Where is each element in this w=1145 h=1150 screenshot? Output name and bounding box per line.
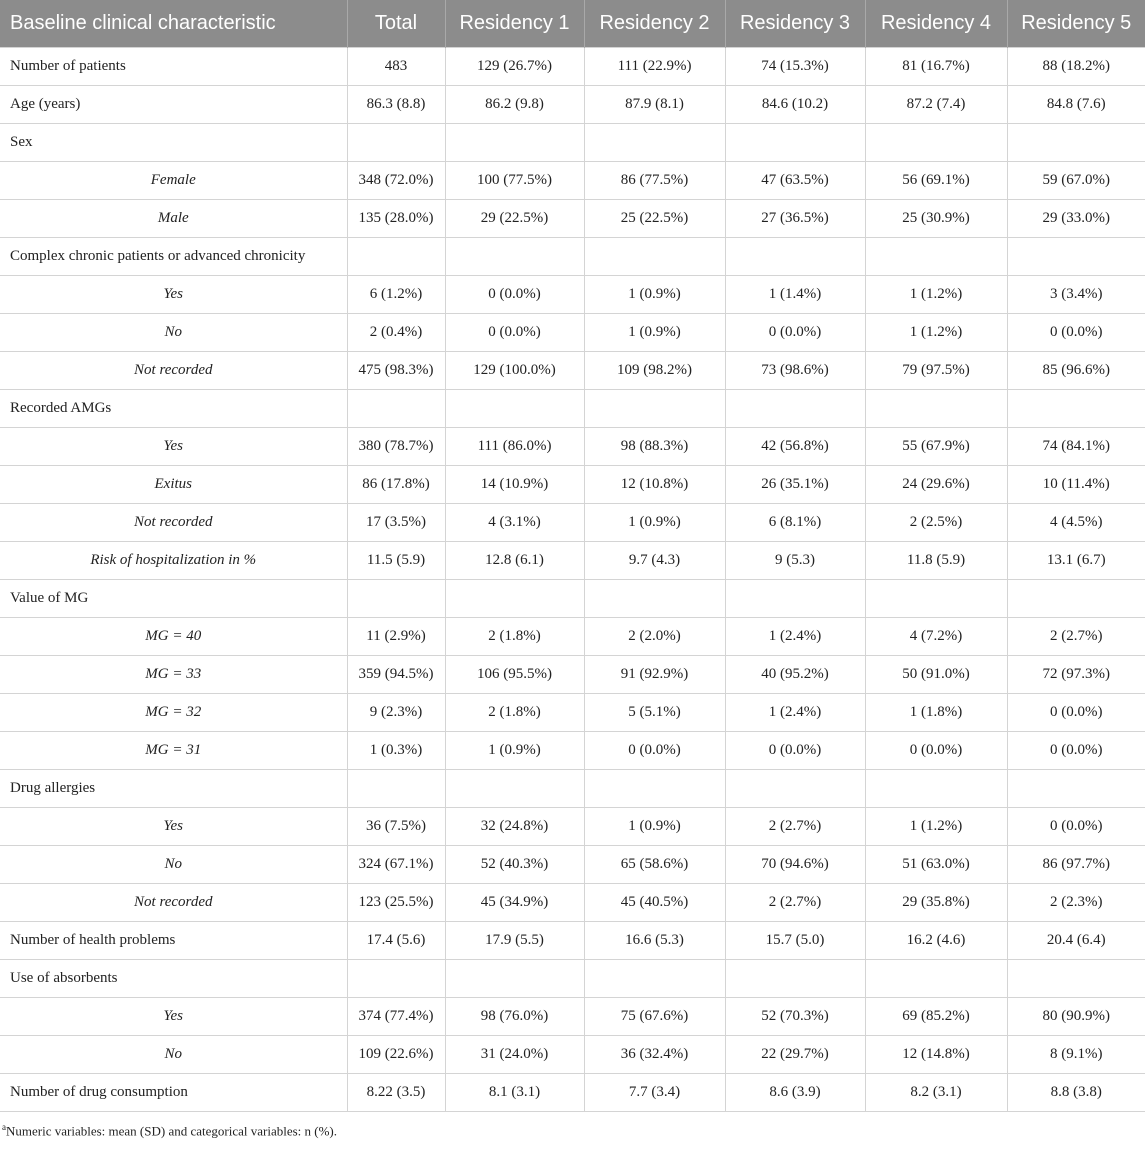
table-row (0, 808, 1145, 846)
table-cell: 24 (29.6%) (865, 466, 1007, 504)
row-label: Number of health problems (0, 922, 347, 960)
table-cell (445, 390, 584, 428)
table-cell: 2 (2.7%) (1007, 618, 1145, 656)
table-row (0, 998, 1145, 1036)
table-cell (725, 390, 865, 428)
table-body (0, 48, 1145, 1112)
table-cell (347, 960, 445, 998)
table-cell: 129 (100.0%) (445, 352, 584, 390)
table-cell: 1 (0.3%) (347, 732, 445, 770)
table-cell: 17.9 (5.5) (445, 922, 584, 960)
table-cell: 9 (2.3%) (347, 694, 445, 732)
table-cell: 2 (2.5%) (865, 504, 1007, 542)
table-cell (1007, 238, 1145, 276)
table-cell: 65 (58.6%) (584, 846, 725, 884)
table-cell: 73 (98.6%) (725, 352, 865, 390)
table-cell: 45 (34.9%) (445, 884, 584, 922)
table-cell: 15.7 (5.0) (725, 922, 865, 960)
table-cell (445, 124, 584, 162)
footnote-marker: a (2, 1122, 6, 1132)
table-cell: 12 (10.8%) (584, 466, 725, 504)
table-cell: 2 (1.8%) (445, 694, 584, 732)
table-cell: 86 (17.8%) (347, 466, 445, 504)
table-cell: 7.7 (3.4) (584, 1074, 725, 1112)
row-label: Recorded AMGs (0, 390, 347, 428)
table-cell: 80 (90.9%) (1007, 998, 1145, 1036)
table-cell: 74 (84.1%) (1007, 428, 1145, 466)
table-cell: 123 (25.5%) (347, 884, 445, 922)
table-row (0, 656, 1145, 694)
table-cell: 0 (0.0%) (445, 276, 584, 314)
table-cell: 87.2 (7.4) (865, 86, 1007, 124)
table-cell: 483 (347, 48, 445, 86)
table-cell: 79 (97.5%) (865, 352, 1007, 390)
table-cell: 25 (30.9%) (865, 200, 1007, 238)
table-cell: 109 (22.6%) (347, 1036, 445, 1074)
table-cell: 324 (67.1%) (347, 846, 445, 884)
table-cell: 14 (10.9%) (445, 466, 584, 504)
table-cell (725, 770, 865, 808)
table-cell: 1 (1.2%) (865, 276, 1007, 314)
table-cell: 1 (0.9%) (584, 504, 725, 542)
table-cell: 55 (67.9%) (865, 428, 1007, 466)
table-cell: 22 (29.7%) (725, 1036, 865, 1074)
table-cell: 5 (5.1%) (584, 694, 725, 732)
column-header-residency-5: Residency 5 (1007, 0, 1145, 48)
table-cell: 51 (63.0%) (865, 846, 1007, 884)
table-cell (445, 960, 584, 998)
table-cell (1007, 390, 1145, 428)
row-label: Yes (0, 998, 347, 1036)
row-label: MG = 40 (0, 618, 347, 656)
table-cell (1007, 960, 1145, 998)
table-cell: 13.1 (6.7) (1007, 542, 1145, 580)
table-cell: 6 (8.1%) (725, 504, 865, 542)
table-row (0, 428, 1145, 466)
row-label: Exitus (0, 466, 347, 504)
table-cell: 8.6 (3.9) (725, 1074, 865, 1112)
table-cell: 11.5 (5.9) (347, 542, 445, 580)
row-label: Risk of hospitalization in % (0, 542, 347, 580)
table-cell: 129 (26.7%) (445, 48, 584, 86)
table-cell: 1 (1.8%) (865, 694, 1007, 732)
table-row (0, 314, 1145, 352)
table-cell: 70 (94.6%) (725, 846, 865, 884)
table-cell: 1 (1.2%) (865, 808, 1007, 846)
table-cell (584, 770, 725, 808)
table-cell: 1 (2.4%) (725, 694, 865, 732)
table-cell (865, 960, 1007, 998)
row-label: Value of MG (0, 580, 347, 618)
column-header-residency-3: Residency 3 (725, 0, 865, 48)
table-row (0, 1074, 1145, 1112)
footnote-text: Numeric variables: mean (SD) and categorical variables: n (%). (6, 1123, 337, 1139)
table-cell: 2 (2.7%) (725, 884, 865, 922)
table-cell: 0 (0.0%) (1007, 694, 1145, 732)
table-cell: 109 (98.2%) (584, 352, 725, 390)
row-label: Not recorded (0, 352, 347, 390)
table-cell: 1 (2.4%) (725, 618, 865, 656)
row-label: Use of absorbents (0, 960, 347, 998)
table-cell: 0 (0.0%) (1007, 314, 1145, 352)
table-cell (347, 124, 445, 162)
table-cell: 1 (1.2%) (865, 314, 1007, 352)
table-cell: 26 (35.1%) (725, 466, 865, 504)
table-cell: 27 (36.5%) (725, 200, 865, 238)
table-cell: 50 (91.0%) (865, 656, 1007, 694)
table-cell: 20.4 (6.4) (1007, 922, 1145, 960)
table-row (0, 542, 1145, 580)
table-cell: 25 (22.5%) (584, 200, 725, 238)
table-cell: 45 (40.5%) (584, 884, 725, 922)
row-label: No (0, 1036, 347, 1074)
table-cell: 2 (1.8%) (445, 618, 584, 656)
table-cell (865, 238, 1007, 276)
table-cell: 29 (33.0%) (1007, 200, 1145, 238)
table-row (0, 846, 1145, 884)
table-cell: 0 (0.0%) (1007, 808, 1145, 846)
table-cell: 29 (35.8%) (865, 884, 1007, 922)
table-header-row (0, 0, 1145, 48)
table-row (0, 390, 1145, 428)
table-cell: 0 (0.0%) (725, 314, 865, 352)
row-label: No (0, 314, 347, 352)
table-cell (445, 238, 584, 276)
table-cell: 31 (24.0%) (445, 1036, 584, 1074)
table-cell: 2 (2.0%) (584, 618, 725, 656)
table-cell: 8.2 (3.1) (865, 1074, 1007, 1112)
table-cell: 40 (95.2%) (725, 656, 865, 694)
row-label: Age (years) (0, 86, 347, 124)
table-row (0, 960, 1145, 998)
row-label: Number of patients (0, 48, 347, 86)
row-label: Number of drug consumption (0, 1074, 347, 1112)
row-label: MG = 32 (0, 694, 347, 732)
table-cell: 100 (77.5%) (445, 162, 584, 200)
table-cell: 91 (92.9%) (584, 656, 725, 694)
table-cell: 475 (98.3%) (347, 352, 445, 390)
table-cell: 111 (86.0%) (445, 428, 584, 466)
column-header-total: Total (347, 0, 445, 48)
table-cell: 3 (3.4%) (1007, 276, 1145, 314)
table-cell: 72 (97.3%) (1007, 656, 1145, 694)
table-row (0, 1036, 1145, 1074)
table-cell (865, 770, 1007, 808)
table-cell: 88 (18.2%) (1007, 48, 1145, 86)
table-cell: 85 (96.6%) (1007, 352, 1145, 390)
table-cell (584, 580, 725, 618)
table-cell: 84.6 (10.2) (725, 86, 865, 124)
table-cell (584, 390, 725, 428)
table-row (0, 48, 1145, 86)
table-cell (865, 580, 1007, 618)
table-cell (725, 960, 865, 998)
row-label: Yes (0, 276, 347, 314)
table-cell: 348 (72.0%) (347, 162, 445, 200)
table-cell: 98 (88.3%) (584, 428, 725, 466)
table-cell: 81 (16.7%) (865, 48, 1007, 86)
table-cell: 16.2 (4.6) (865, 922, 1007, 960)
table-cell: 0 (0.0%) (865, 732, 1007, 770)
table-cell: 86.3 (8.8) (347, 86, 445, 124)
table-row (0, 86, 1145, 124)
table-cell: 12 (14.8%) (865, 1036, 1007, 1074)
table-row (0, 922, 1145, 960)
table-cell (347, 770, 445, 808)
table-cell (725, 124, 865, 162)
table-cell: 374 (77.4%) (347, 998, 445, 1036)
table-cell (445, 580, 584, 618)
table-cell: 2 (2.3%) (1007, 884, 1145, 922)
column-header-residency-1: Residency 1 (445, 0, 584, 48)
table-cell (725, 580, 865, 618)
table-cell (584, 124, 725, 162)
table-cell: 135 (28.0%) (347, 200, 445, 238)
table-cell: 4 (4.5%) (1007, 504, 1145, 542)
row-label: Yes (0, 428, 347, 466)
row-label: Female (0, 162, 347, 200)
table-cell: 8.1 (3.1) (445, 1074, 584, 1112)
table-cell: 56 (69.1%) (865, 162, 1007, 200)
table-cell: 52 (40.3%) (445, 846, 584, 884)
row-label: Drug allergies (0, 770, 347, 808)
table-cell: 42 (56.8%) (725, 428, 865, 466)
column-header-characteristic: Baseline clinical characteristic (0, 0, 347, 48)
table-cell: 4 (3.1%) (445, 504, 584, 542)
table-cell: 1 (0.9%) (584, 808, 725, 846)
table-cell: 11.8 (5.9) (865, 542, 1007, 580)
table-cell: 4 (7.2%) (865, 618, 1007, 656)
row-label: MG = 31 (0, 732, 347, 770)
table-cell: 84.8 (7.6) (1007, 86, 1145, 124)
table-cell: 0 (0.0%) (445, 314, 584, 352)
table-cell: 98 (76.0%) (445, 998, 584, 1036)
table-row (0, 884, 1145, 922)
table-cell: 47 (63.5%) (725, 162, 865, 200)
row-label: Complex chronic patients or advanced chronicity (0, 238, 347, 276)
table-cell: 2 (0.4%) (347, 314, 445, 352)
table-cell: 52 (70.3%) (725, 998, 865, 1036)
table-cell: 9.7 (4.3) (584, 542, 725, 580)
table-row (0, 504, 1145, 542)
table-cell: 0 (0.0%) (584, 732, 725, 770)
table-cell: 36 (32.4%) (584, 1036, 725, 1074)
table-cell (584, 238, 725, 276)
table-row (0, 238, 1145, 276)
table-cell: 69 (85.2%) (865, 998, 1007, 1036)
table-cell: 2 (2.7%) (725, 808, 865, 846)
table-cell: 36 (7.5%) (347, 808, 445, 846)
table-cell: 6 (1.2%) (347, 276, 445, 314)
column-header-residency-2: Residency 2 (584, 0, 725, 48)
table-cell (865, 124, 1007, 162)
table-cell: 8.8 (3.8) (1007, 1074, 1145, 1112)
table-cell: 75 (67.6%) (584, 998, 725, 1036)
table-row (0, 732, 1145, 770)
table-cell: 8.22 (3.5) (347, 1074, 445, 1112)
table-cell (1007, 124, 1145, 162)
table-cell (865, 390, 1007, 428)
row-label: Sex (0, 124, 347, 162)
table-row (0, 200, 1145, 238)
table-cell: 16.6 (5.3) (584, 922, 725, 960)
table-cell (347, 390, 445, 428)
table-cell: 32 (24.8%) (445, 808, 584, 846)
table-cell: 9 (5.3) (725, 542, 865, 580)
table-row (0, 276, 1145, 314)
table-cell: 87.9 (8.1) (584, 86, 725, 124)
row-label: MG = 33 (0, 656, 347, 694)
table-cell: 86 (77.5%) (584, 162, 725, 200)
row-label: Male (0, 200, 347, 238)
table-row (0, 162, 1145, 200)
table-cell: 59 (67.0%) (1007, 162, 1145, 200)
table-cell (1007, 580, 1145, 618)
row-label: No (0, 846, 347, 884)
table-cell: 1 (0.9%) (445, 732, 584, 770)
table-footnote (0, 1112, 1145, 1139)
table-row (0, 770, 1145, 808)
table-cell (584, 960, 725, 998)
table-cell: 29 (22.5%) (445, 200, 584, 238)
table-cell (445, 770, 584, 808)
table-cell: 0 (0.0%) (1007, 732, 1145, 770)
table-row (0, 124, 1145, 162)
table-row (0, 618, 1145, 656)
table-cell (347, 580, 445, 618)
table-cell: 11 (2.9%) (347, 618, 445, 656)
table-cell: 17 (3.5%) (347, 504, 445, 542)
table-cell: 12.8 (6.1) (445, 542, 584, 580)
table-cell: 1 (0.9%) (584, 276, 725, 314)
table-cell: 1 (1.4%) (725, 276, 865, 314)
table-row (0, 580, 1145, 618)
column-header-residency-4: Residency 4 (865, 0, 1007, 48)
table-cell: 111 (22.9%) (584, 48, 725, 86)
table-cell (725, 238, 865, 276)
row-label: Yes (0, 808, 347, 846)
table-cell (347, 238, 445, 276)
table-row (0, 694, 1145, 732)
table-row (0, 352, 1145, 390)
row-label: Not recorded (0, 504, 347, 542)
table-row (0, 466, 1145, 504)
table-cell (1007, 770, 1145, 808)
row-label: Not recorded (0, 884, 347, 922)
table-cell: 1 (0.9%) (584, 314, 725, 352)
table-cell: 106 (95.5%) (445, 656, 584, 694)
table-cell: 380 (78.7%) (347, 428, 445, 466)
table-cell: 86.2 (9.8) (445, 86, 584, 124)
table-cell: 8 (9.1%) (1007, 1036, 1145, 1074)
table-cell: 17.4 (5.6) (347, 922, 445, 960)
table-cell: 0 (0.0%) (725, 732, 865, 770)
table-cell: 10 (11.4%) (1007, 466, 1145, 504)
table-cell: 86 (97.7%) (1007, 846, 1145, 884)
table-cell: 74 (15.3%) (725, 48, 865, 86)
table-cell: 359 (94.5%) (347, 656, 445, 694)
